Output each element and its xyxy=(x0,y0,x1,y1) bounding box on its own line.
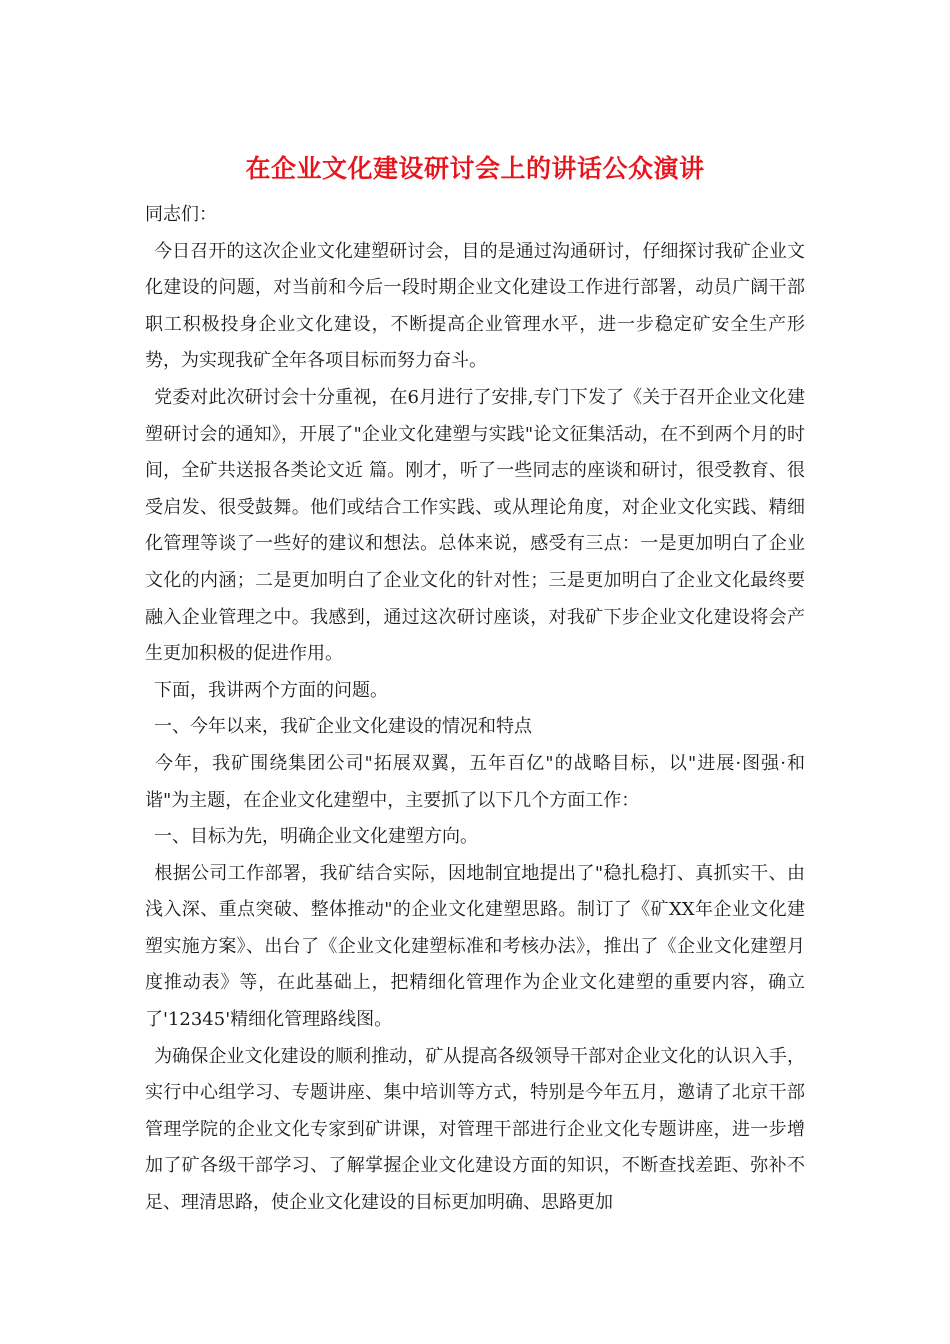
paragraph-two-issues: 下面，我讲两个方面的问题。 xyxy=(145,679,388,701)
section-heading-1: 一、今年以来，我矿企业文化建设的情况和特点 xyxy=(145,716,532,738)
paragraph-opening: 今日召开的这次企业文化建塑研讨会，目的是通过沟通研讨，仔细探讨我矿企业文化建设的问题，对当前和今后一段时期企业文化建设工作进行部署，动员广阔干部职工积极投身企业文化建设，不断提高企业管理水平，进一步稳定矿安全生产形势，为实现我矿全年各项目标而努力奋斗。 xyxy=(145,240,805,372)
paragraph-this-year: 今年，我矿围绕集团公司"拓展双翼，五年百亿"的战略目标，以"进展·图强·和谐"为主题，在企业文化建塑中，主要抓了以下几个方面工作： xyxy=(145,752,805,811)
document-body xyxy=(145,197,805,1222)
document-title: 在企业文化建设研讨会上的讲话公众演讲 xyxy=(245,154,705,183)
subsection-heading-1: 一、目标为先，明确企业文化建塑方向。 xyxy=(145,826,478,848)
salutation: 同志们： xyxy=(145,204,217,225)
paragraph-ensure-progress: 为确保企业文化建设的顺利推动，矿从提高各级领导干部对企业文化的认识入手，实行中心组学习、专题讲座、集中培训等方式，特别是今年五月，邀请了北京干部管理学院的企业文化专家到矿讲课，对管理干部进行企业文化专题讲座，进一步增加了矿各级干部学习、了解掌握企业文化建设方面的知识，不断查找差距、弥补不足、理清思路，使企业文化建设的目标更加明确、思路更加 xyxy=(145,1045,805,1214)
paragraph-party-committee: 党委对此次研讨会十分重视，在6月进行了安排,专门下发了《关于召开企业文化建塑研讨会的通知》，开展了"企业文化建塑与实践"论文征集活动，在不到两个月的时间，全矿共送报各类论文近 篇。刚才，听了一些同志的座谈和研讨，很受教育、很受启发、很受鼓舞。他们或结合工作实践、或从理论角度，对企业文化实践、精细化管理等谈了一些好的建议和想法。总体来说，感受有三点：一是更加明白了企业文化的内涵；二是更加明白了企业文化的针对性；三是更加明白了企业文化最终要融入企业管理之中。我感到，通过这次研讨座谈，对我矿下步企业文化建设将会产生更加积极的促进作用。 xyxy=(145,386,805,665)
paragraph-work-deployment: 根据公司工作部署，我矿结合实际，因地制宜地提出了"稳扎稳打、真抓实干、由浅入深、重点突破、整体推动"的企业文化建塑思路。制订了《矿XX年企业文化建塑实施方案》、出台了《企业文化建塑标准和考核办法》，推出了《企业文化建塑月度推动表》等，在此基础上，把精细化管理作为企业文化建塑的重要内容，确立了'12345'精细化管理路线图。 xyxy=(145,862,805,1031)
